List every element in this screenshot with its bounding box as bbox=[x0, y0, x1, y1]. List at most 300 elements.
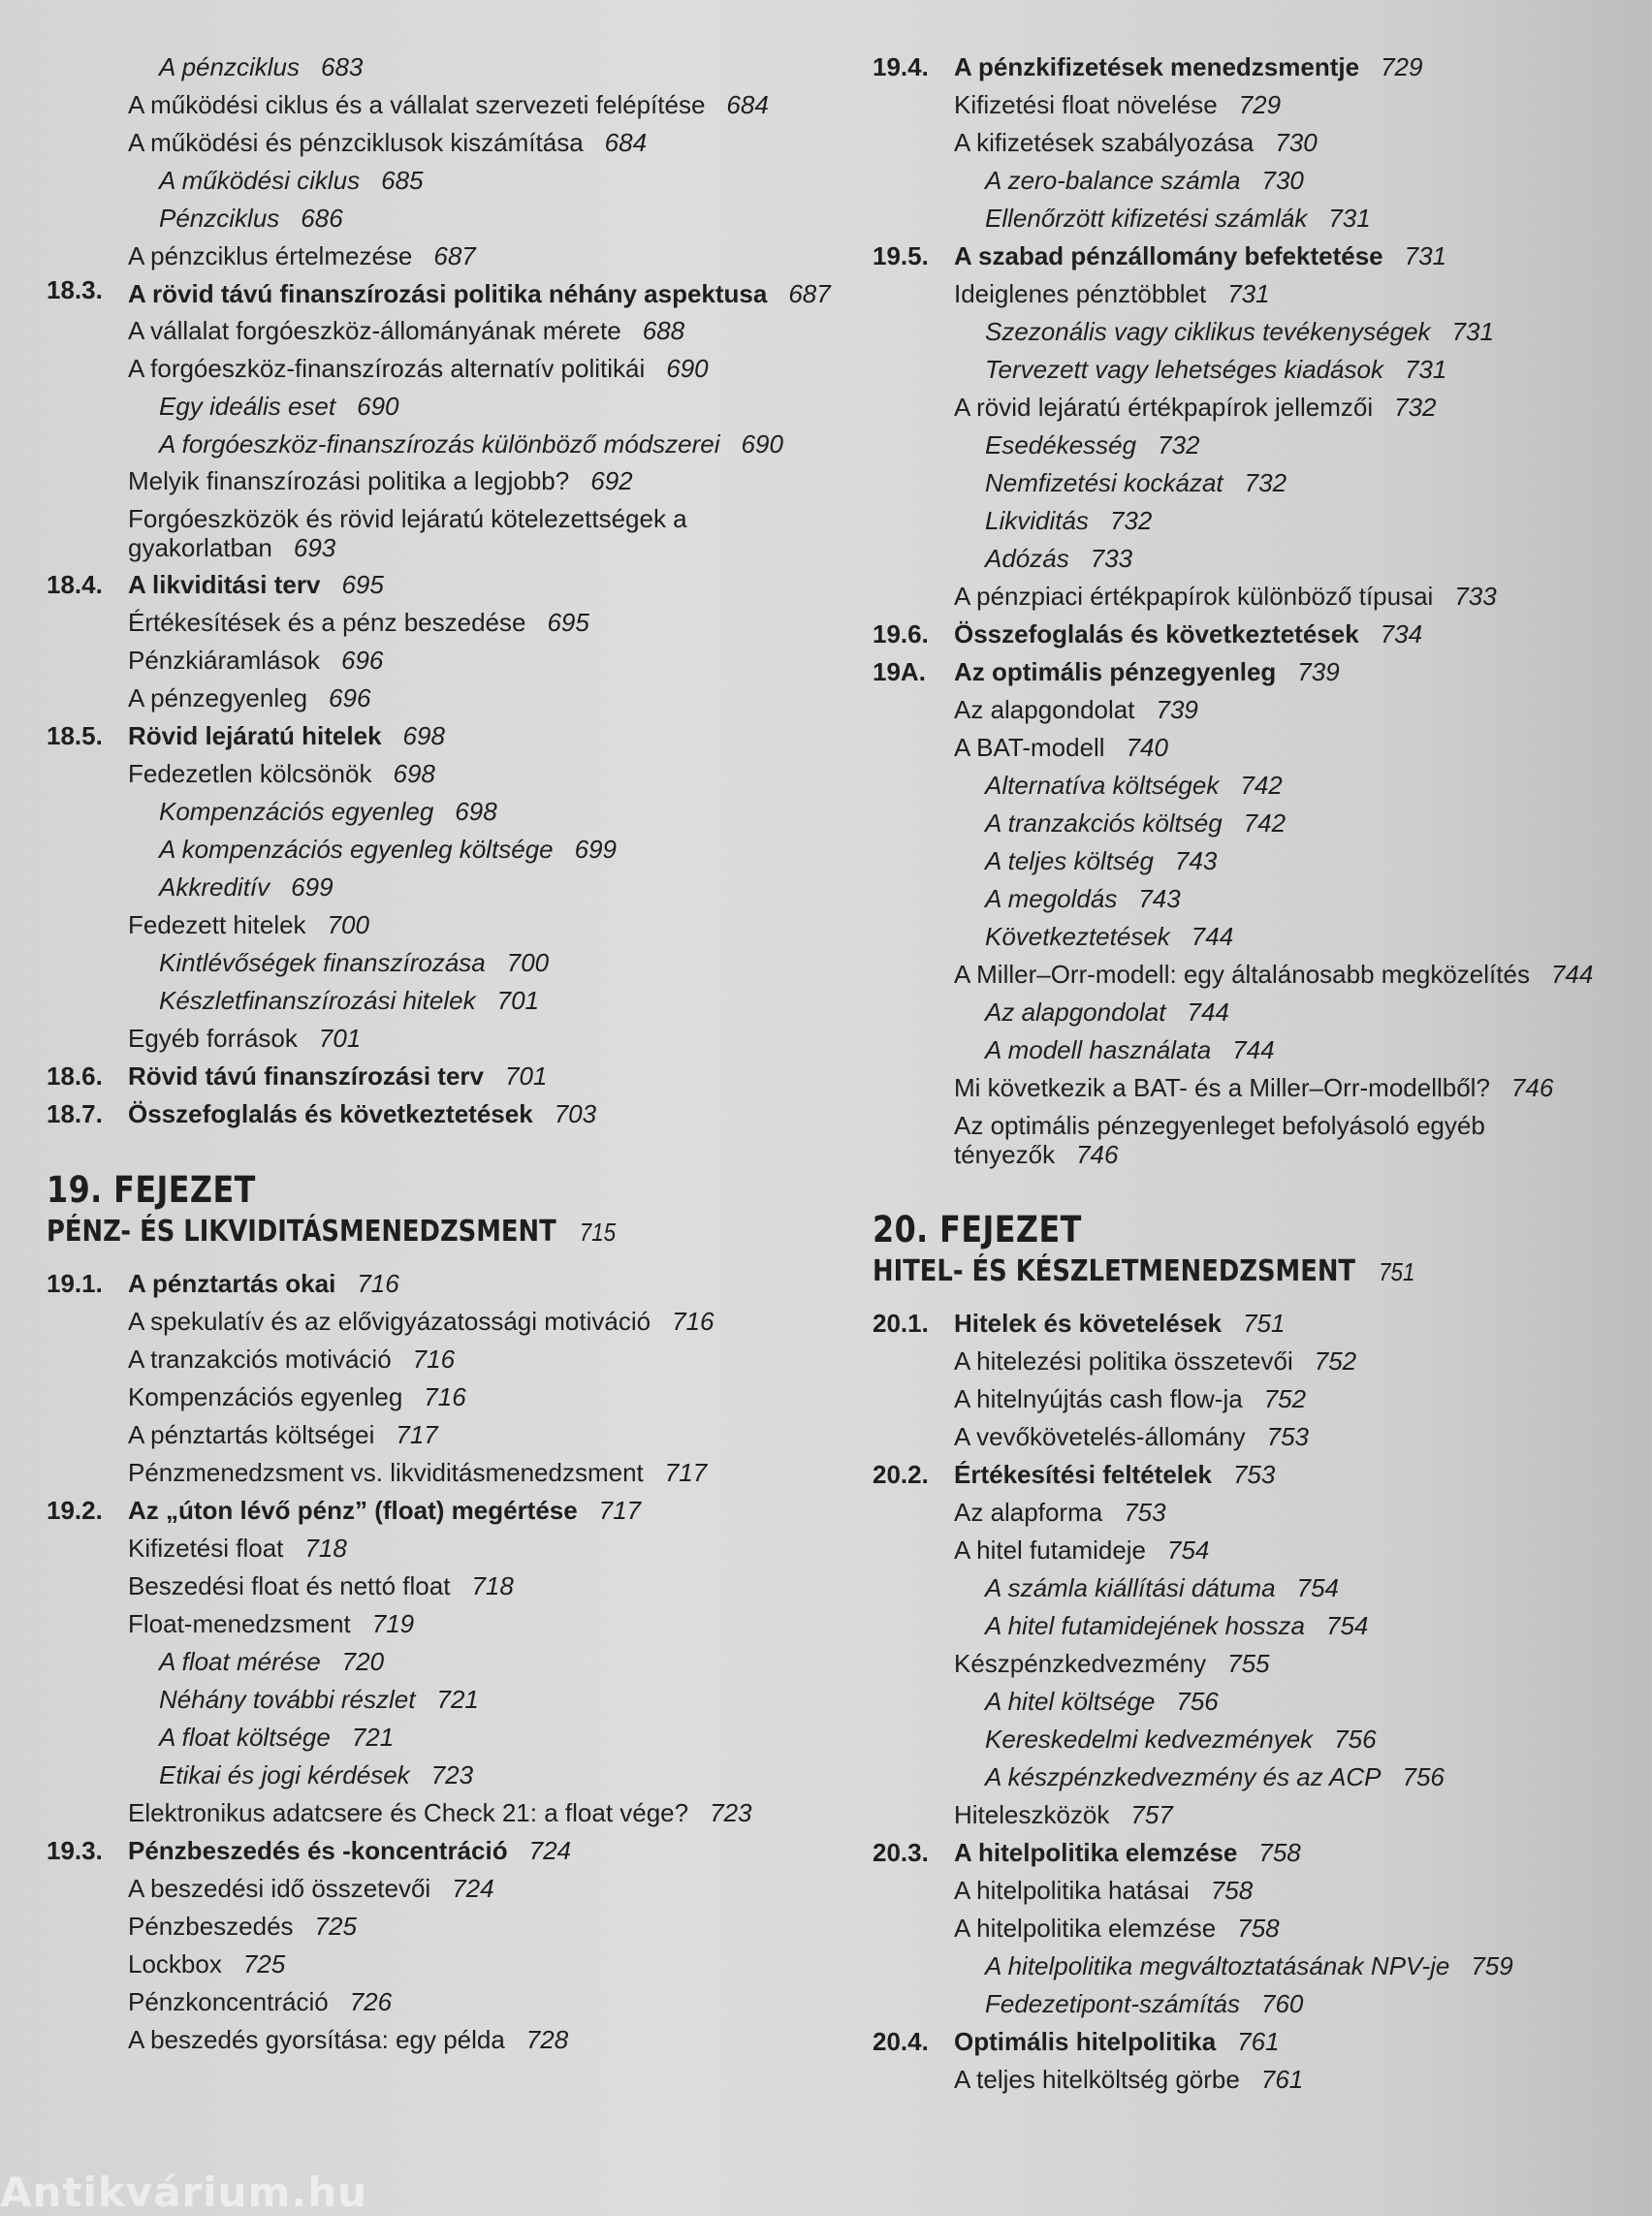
toc-entry-subsub bbox=[47, 869, 842, 906]
toc-entry-sub bbox=[47, 2021, 842, 2059]
entry-title: A vevőkövetelés-állomány bbox=[954, 1422, 1246, 1451]
page-number: 753 bbox=[1124, 1498, 1166, 1527]
toc-entry-section bbox=[47, 275, 842, 312]
chapter-page-number: 715 bbox=[579, 1218, 617, 1247]
page-number: 685 bbox=[381, 166, 424, 195]
toc-entry-subsub bbox=[47, 1681, 842, 1719]
page-number: 744 bbox=[1550, 960, 1594, 989]
entry-title: A zero-balance számla bbox=[985, 166, 1241, 195]
toc-entry-sub bbox=[47, 350, 842, 388]
toc-entry-sub bbox=[47, 124, 842, 162]
entry-title: A vállalat forgóeszköz-állományának mérete bbox=[128, 316, 621, 345]
toc-entry-subsub bbox=[873, 880, 1638, 918]
toc-entry-sub bbox=[47, 755, 842, 793]
page-number: 744 bbox=[1187, 997, 1229, 1027]
entry-title: Hitelek és követelések bbox=[954, 1309, 1223, 1338]
page-number: 759 bbox=[1471, 1951, 1513, 1980]
page-number: 739 bbox=[1297, 657, 1340, 686]
toc-entry-sub bbox=[873, 1343, 1638, 1380]
toc-entry-subsub bbox=[47, 162, 842, 200]
page-number: 732 bbox=[1394, 393, 1437, 422]
page-number: 696 bbox=[329, 683, 371, 712]
page-number: 716 bbox=[672, 1307, 715, 1336]
toc-entry-subsub bbox=[873, 502, 1638, 540]
toc-entry-sub bbox=[873, 1107, 1638, 1173]
entry-title: A pénzciklus értelmezése bbox=[128, 241, 413, 270]
entry-title: Tervezett vagy lehetséges kiadások bbox=[985, 355, 1383, 384]
page-number: 721 bbox=[351, 1723, 395, 1752]
toc-entry-subsub bbox=[873, 200, 1638, 237]
entry-title: Az alapgondolat bbox=[985, 997, 1166, 1027]
page-number: 725 bbox=[314, 1912, 357, 1941]
chapter-label: 20. FEJEZET bbox=[873, 1209, 1082, 1250]
toc-entry-section bbox=[873, 237, 1638, 275]
page-number: 743 bbox=[1138, 884, 1181, 913]
entry-title: Akkreditív bbox=[159, 872, 270, 902]
section-number: 20.3. bbox=[873, 1838, 929, 1867]
entry-title: A hitel futamidejének hossza bbox=[985, 1611, 1306, 1640]
entry-title: Pénzciklus bbox=[159, 204, 280, 233]
toc-entry-subsub bbox=[873, 1569, 1638, 1607]
entry-title: A működési ciklus bbox=[159, 166, 361, 195]
entry-title: Pénzkoncentráció bbox=[128, 1987, 329, 2016]
entry-title: Kintlévőségek finanszírozása bbox=[159, 948, 486, 977]
page-number: 728 bbox=[525, 2025, 569, 2054]
page-number: 701 bbox=[496, 986, 539, 1015]
section-number: 19.1. bbox=[47, 1269, 103, 1298]
entry-title: Kifizetési float bbox=[128, 1534, 284, 1563]
section-number: 18.7. bbox=[47, 1099, 103, 1128]
toc-entry-subsub bbox=[47, 1643, 842, 1681]
page-number: 686 bbox=[301, 204, 343, 233]
page-number: 698 bbox=[455, 797, 497, 826]
entry-title: Az optimális pénzegyenleget befolyásoló egyéb tényezők bbox=[954, 1111, 1485, 1169]
entry-title: Néhány további részlet bbox=[159, 1685, 416, 1714]
entry-title: A működési ciklus és a vállalat szervezeti felépítése bbox=[128, 90, 706, 119]
toc-list-left bbox=[47, 48, 842, 1133]
section-number: 19.2. bbox=[47, 1496, 103, 1525]
page-number: 758 bbox=[1210, 1876, 1254, 1905]
entry-title: A Miller–Orr-modell: egy általánosabb megközelítés bbox=[954, 960, 1530, 989]
toc-entry-subsub bbox=[873, 1758, 1638, 1796]
page-number: 739 bbox=[1156, 695, 1198, 724]
toc-entry-sub bbox=[47, 237, 842, 275]
entry-title: Float-menedzsment bbox=[128, 1609, 351, 1638]
entry-title: Optimális hitelpolitika bbox=[954, 2027, 1217, 2056]
page-number: 698 bbox=[393, 759, 435, 788]
entry-title: Nemfizetési kockázat bbox=[985, 468, 1223, 497]
toc-entry-sub bbox=[47, 680, 842, 717]
toc-entry-sub bbox=[873, 1532, 1638, 1569]
section-number: 18.5. bbox=[47, 721, 103, 750]
watermark-text: Antikvárium.hu bbox=[0, 2169, 368, 2216]
page-number: 753 bbox=[1232, 1460, 1276, 1489]
entry-title: A hitelpolitika elemzése bbox=[954, 1838, 1238, 1867]
page-number: 700 bbox=[327, 910, 369, 939]
page-number: 740 bbox=[1126, 733, 1168, 762]
entry-title: A rövid lejáratú értékpapírok jellemzői bbox=[954, 393, 1374, 422]
toc-entry-sub bbox=[47, 1416, 842, 1454]
section-number: 19.6. bbox=[873, 619, 929, 649]
page-number: 690 bbox=[357, 392, 399, 421]
entry-title: Forgóeszközök és rövid lejáratú kötelezettségek a gyakorlatban bbox=[128, 504, 687, 562]
toc-entry-subsub bbox=[873, 767, 1638, 805]
toc-entry-sub bbox=[47, 1454, 842, 1492]
page-number: 754 bbox=[1167, 1535, 1210, 1565]
entry-title: A pénzciklus bbox=[159, 52, 300, 81]
entry-title: Likviditás bbox=[985, 506, 1089, 535]
page-number: 761 bbox=[1237, 2027, 1280, 2056]
toc-entry-sub bbox=[873, 1380, 1638, 1418]
page-number: 720 bbox=[341, 1647, 385, 1676]
toc-entry-sub bbox=[873, 1418, 1638, 1456]
chapter-label: 19. FEJEZET bbox=[47, 1169, 256, 1211]
toc-entry-sub bbox=[873, 1069, 1638, 1107]
page-number: 719 bbox=[371, 1609, 415, 1638]
entry-title: Következtetések bbox=[985, 922, 1170, 951]
toc-entry-subsub bbox=[873, 1031, 1638, 1069]
entry-title: Pénzbeszedés bbox=[128, 1912, 294, 1941]
page-number: 731 bbox=[1227, 279, 1270, 308]
toc-entry-section bbox=[47, 1265, 842, 1303]
entry-title: Az optimális pénzegyenleg bbox=[954, 657, 1277, 686]
page-number: 757 bbox=[1130, 1800, 1173, 1829]
entry-title: Mi következik a BAT- és a Miller–Orr-modellből? bbox=[954, 1073, 1490, 1102]
toc-entry-sub bbox=[873, 1910, 1638, 1947]
toc-entry-sub bbox=[873, 1645, 1638, 1683]
page-number: 746 bbox=[1510, 1073, 1554, 1102]
page-number: 716 bbox=[412, 1345, 456, 1374]
page-number: 695 bbox=[547, 608, 589, 637]
toc-entry-section bbox=[47, 1058, 842, 1095]
page-number: 751 bbox=[1243, 1309, 1286, 1338]
page-number: 725 bbox=[242, 1949, 286, 1979]
section-number: 20.2. bbox=[873, 1460, 929, 1489]
section-number: 19.3. bbox=[47, 1836, 103, 1865]
page-number: 756 bbox=[1334, 1725, 1377, 1754]
page-number: 734 bbox=[1380, 619, 1423, 649]
entry-title: A hitelpolitika megváltoztatásának NPV-je bbox=[985, 1951, 1450, 1980]
toc-column-right bbox=[873, 48, 1638, 2099]
page-number: 701 bbox=[504, 1061, 548, 1091]
toc-entry-subsub bbox=[873, 1985, 1638, 2023]
toc-entry-section bbox=[873, 2023, 1638, 2061]
page-number: 756 bbox=[1402, 1762, 1445, 1791]
page-number: 717 bbox=[598, 1496, 642, 1525]
chapter-title-text: HITEL- ÉS KÉSZLETMENEDZSMENT bbox=[873, 1254, 1356, 1288]
page-number: 693 bbox=[293, 533, 336, 562]
page-number: 754 bbox=[1296, 1573, 1339, 1602]
toc-list-right bbox=[873, 48, 1638, 1173]
entry-title: Fedezetipont-számítás bbox=[985, 1989, 1241, 2018]
page-number: 721 bbox=[436, 1685, 479, 1714]
entry-title: Kompenzációs egyenleg bbox=[128, 1382, 403, 1411]
page-number: 733 bbox=[1090, 544, 1133, 573]
page-number: 729 bbox=[1381, 52, 1423, 81]
toc-entry-sub bbox=[873, 124, 1638, 162]
entry-title: A kompenzációs egyenleg költsége bbox=[159, 835, 554, 864]
page-number: 733 bbox=[1454, 582, 1497, 611]
entry-title: A hitelnyújtás cash flow-ja bbox=[954, 1384, 1243, 1413]
page-number: 716 bbox=[424, 1382, 466, 1411]
toc-entry-sub bbox=[873, 691, 1638, 729]
page-number: 690 bbox=[741, 429, 783, 459]
page-number: 731 bbox=[1404, 241, 1447, 270]
page-number: 699 bbox=[291, 872, 334, 902]
toc-entry-sub bbox=[873, 1494, 1638, 1532]
entry-title: A beszedési idő összetevői bbox=[128, 1874, 431, 1903]
toc-entry-sub bbox=[47, 1378, 842, 1416]
entry-title: A működési és pénzciklusok kiszámítása bbox=[128, 128, 584, 157]
entry-title: A pénztartás okai bbox=[128, 1269, 336, 1298]
entry-title: A BAT-modell bbox=[954, 733, 1105, 762]
entry-title: Értékesítési feltételek bbox=[954, 1460, 1212, 1489]
page-number: 730 bbox=[1261, 166, 1304, 195]
entry-title: A kifizetések szabályozása bbox=[954, 128, 1255, 157]
toc-column-left bbox=[47, 48, 842, 2059]
page-number: 758 bbox=[1258, 1838, 1301, 1867]
toc-entry-subsub bbox=[873, 918, 1638, 956]
entry-title: A számla kiállítási dátuma bbox=[985, 1573, 1276, 1602]
toc-entry-subsub bbox=[47, 982, 842, 1020]
section-number: 20.4. bbox=[873, 2027, 929, 2056]
page-number: 687 bbox=[788, 279, 831, 308]
chapter-heading-19 bbox=[47, 1168, 842, 1251]
page-number: 742 bbox=[1240, 771, 1283, 800]
entry-title: Kereskedelmi kedvezmények bbox=[985, 1725, 1314, 1754]
toc-entry-sub bbox=[47, 1341, 842, 1378]
page-number: 732 bbox=[1158, 430, 1200, 459]
entry-title: Összefoglalás és következtetések bbox=[128, 1099, 533, 1128]
page-number: 726 bbox=[349, 1987, 393, 2016]
toc-entry-section bbox=[47, 566, 842, 604]
toc-entry-subsub bbox=[873, 994, 1638, 1031]
toc-entry-sub bbox=[47, 462, 842, 500]
toc-entry-sub bbox=[873, 2061, 1638, 2099]
entry-title: Elektronikus adatcsere és Check 21: a float vége? bbox=[128, 1798, 689, 1827]
toc-list-chapter-19 bbox=[47, 1265, 842, 2059]
page-number: 760 bbox=[1261, 1989, 1304, 2018]
entry-title: Adózás bbox=[985, 544, 1069, 573]
toc-entry-sub bbox=[47, 1605, 842, 1643]
page-number: 732 bbox=[1109, 506, 1153, 535]
page-number: 742 bbox=[1243, 808, 1287, 838]
page-number: 690 bbox=[666, 354, 709, 383]
toc-entry-section bbox=[873, 1834, 1638, 1872]
toc-entry-sub bbox=[47, 500, 842, 566]
toc-entry-sub bbox=[47, 1870, 842, 1908]
chapter-title bbox=[873, 1252, 1531, 1291]
page-number: 695 bbox=[341, 570, 384, 599]
toc-entry-subsub bbox=[47, 388, 842, 426]
toc-entry-sub bbox=[47, 1908, 842, 1946]
toc-entry-subsub bbox=[873, 313, 1638, 351]
section-number: 19.5. bbox=[873, 241, 929, 270]
entry-title: A pénzkifizetések menedzsmentje bbox=[954, 52, 1360, 81]
page-number: 724 bbox=[452, 1874, 494, 1903]
entry-title: Kifizetési float növelése bbox=[954, 90, 1218, 119]
page-number: 744 bbox=[1191, 922, 1234, 951]
page-number: 752 bbox=[1314, 1346, 1357, 1376]
toc-entry-sub bbox=[47, 1983, 842, 2021]
page-number: 688 bbox=[642, 316, 685, 345]
page-number: 731 bbox=[1328, 204, 1371, 233]
entry-title: Készletfinanszírozási hitelek bbox=[159, 986, 476, 1015]
page-number: 743 bbox=[1174, 846, 1218, 875]
toc-entry-subsub bbox=[873, 162, 1638, 200]
page-number: 684 bbox=[726, 90, 769, 119]
page-number: 696 bbox=[340, 646, 384, 675]
entry-title: A hitelpolitika hatásai bbox=[954, 1876, 1190, 1905]
entry-title: Készpénzkedvezmény bbox=[954, 1649, 1207, 1678]
toc-entry-sub bbox=[873, 1872, 1638, 1910]
toc-entry-subsub bbox=[47, 944, 842, 982]
toc-entry-subsub bbox=[873, 540, 1638, 578]
toc-entry-subsub bbox=[47, 200, 842, 237]
page-number: 723 bbox=[430, 1760, 474, 1789]
entry-title: A készpénzkedvezmény és az ACP bbox=[985, 1762, 1382, 1791]
section-number: 18.4. bbox=[47, 570, 103, 599]
page-number: 724 bbox=[528, 1836, 571, 1865]
section-number: 18.6. bbox=[47, 1061, 103, 1091]
page-number: 683 bbox=[321, 52, 364, 81]
entry-title: A hitelezési politika összetevői bbox=[954, 1346, 1293, 1376]
toc-entry-sub bbox=[873, 578, 1638, 616]
entry-title: Pénzbeszedés és -koncentráció bbox=[128, 1836, 508, 1865]
page-number: 717 bbox=[664, 1458, 708, 1487]
toc-entry-sub bbox=[47, 604, 842, 642]
toc-entry-subsub bbox=[873, 427, 1638, 464]
toc-entry-subsub bbox=[47, 426, 842, 462]
page-number: 701 bbox=[318, 1024, 362, 1053]
entry-title: Fedezetlen kölcsönök bbox=[128, 759, 372, 788]
entry-title: A pénzegyenleg bbox=[128, 683, 308, 712]
section-number: 19A. bbox=[873, 657, 926, 686]
entry-title: A megoldás bbox=[985, 884, 1118, 913]
section-number: 19.4. bbox=[873, 52, 929, 81]
page-number: 756 bbox=[1176, 1687, 1219, 1716]
entry-title: A hitel futamideje bbox=[954, 1535, 1147, 1565]
entry-title: Az „úton lévő pénz” (float) megértése bbox=[128, 1496, 578, 1525]
toc-entry-sub bbox=[47, 1794, 842, 1832]
page-number: 752 bbox=[1263, 1384, 1307, 1413]
entry-title: A beszedés gyorsítása: egy példa bbox=[128, 2025, 505, 2054]
toc-entry-subsub bbox=[47, 831, 842, 869]
toc-entry-subsub bbox=[873, 1607, 1638, 1645]
page-number: 744 bbox=[1232, 1035, 1275, 1064]
section-number: 20.1. bbox=[873, 1309, 929, 1338]
page-number: 723 bbox=[710, 1798, 752, 1827]
page-number: 698 bbox=[402, 721, 445, 750]
entry-title: Alternatíva költségek bbox=[985, 771, 1220, 800]
entry-title: A teljes hitelköltség görbe bbox=[954, 2065, 1240, 2094]
toc-entry-subsub bbox=[873, 805, 1638, 842]
toc-entry-subsub bbox=[873, 842, 1638, 880]
toc-entry-sub bbox=[873, 956, 1638, 994]
page-number: 718 bbox=[471, 1571, 514, 1600]
entry-title: Kompenzációs egyenleg bbox=[159, 797, 434, 826]
toc-entry-sub bbox=[47, 642, 842, 680]
entry-title: A modell használata bbox=[985, 1035, 1212, 1064]
page-number: 716 bbox=[357, 1269, 399, 1298]
page-number: 687 bbox=[433, 241, 476, 270]
entry-title: A likviditási terv bbox=[128, 570, 321, 599]
toc-entry-sub bbox=[47, 1946, 842, 1983]
page-number: 703 bbox=[554, 1099, 597, 1128]
toc-entry-section bbox=[47, 1492, 842, 1530]
entry-title: Pénzkiáramlások bbox=[128, 646, 320, 675]
entry-title: Egyéb források bbox=[128, 1024, 298, 1053]
page-number: 754 bbox=[1326, 1611, 1369, 1640]
page-number: 761 bbox=[1260, 2065, 1304, 2094]
toc-entry-subsub bbox=[47, 1719, 842, 1757]
entry-title: Esedékesség bbox=[985, 430, 1137, 459]
entry-title: Az alapforma bbox=[954, 1498, 1103, 1527]
entry-title: Rövid lejáratú hitelek bbox=[128, 721, 382, 750]
entry-title: Ideiglenes pénztöbblet bbox=[954, 279, 1207, 308]
toc-entry-section bbox=[873, 1456, 1638, 1494]
toc-entry-sub bbox=[47, 86, 842, 124]
toc-entry-subsub bbox=[873, 464, 1638, 502]
page-number: 732 bbox=[1244, 468, 1287, 497]
toc-entry-sub bbox=[873, 86, 1638, 124]
toc-entry-sub bbox=[47, 1530, 842, 1567]
entry-title: Etikai és jogi kérdések bbox=[159, 1760, 410, 1789]
chapter-page-number: 751 bbox=[1379, 1257, 1415, 1286]
entry-title: A teljes költség bbox=[985, 846, 1154, 875]
page-number: 700 bbox=[506, 948, 550, 977]
toc-entry-subsub bbox=[873, 1683, 1638, 1721]
entry-title: A rövid távú finanszírozási politika néhány aspektusa bbox=[128, 279, 768, 308]
toc-entry-subsub bbox=[873, 1721, 1638, 1758]
entry-title: Hiteleszközök bbox=[954, 1800, 1110, 1829]
entry-title: Lockbox bbox=[128, 1949, 222, 1979]
entry-title: A tranzakciós költség bbox=[985, 808, 1223, 838]
toc-entry-section bbox=[47, 717, 842, 755]
entry-title: A float költsége bbox=[159, 1723, 331, 1752]
chapter-title bbox=[47, 1213, 730, 1251]
entry-title: A float mérése bbox=[159, 1647, 321, 1676]
page-number: 746 bbox=[1076, 1140, 1119, 1169]
toc-list-chapter-20 bbox=[873, 1305, 1638, 2099]
toc-entry-section bbox=[47, 1095, 842, 1133]
toc-entry-section bbox=[873, 616, 1638, 653]
toc-entry-section bbox=[873, 653, 1638, 691]
entry-title: A hitelpolitika elemzése bbox=[954, 1914, 1217, 1943]
toc-entry-sub bbox=[873, 729, 1638, 767]
entry-title: A szabad pénzállomány befektetése bbox=[954, 241, 1383, 270]
toc-entry-section bbox=[873, 1305, 1638, 1343]
entry-title: Melyik finanszírozási politika a legjobb? bbox=[128, 466, 570, 495]
entry-title: A pénzpiaci értékpapírok különböző típusai bbox=[954, 582, 1434, 611]
entry-title: A tranzakciós motiváció bbox=[128, 1345, 392, 1374]
entry-title: Rövid távú finanszírozási terv bbox=[128, 1061, 484, 1091]
toc-entry-sub bbox=[47, 312, 842, 350]
toc-entry-sub bbox=[47, 1303, 842, 1341]
toc-entry-section bbox=[873, 48, 1638, 86]
page-number: 731 bbox=[1404, 355, 1447, 384]
toc-entry-sub bbox=[873, 389, 1638, 427]
section-number: 18.3. bbox=[47, 275, 103, 304]
page-number: 758 bbox=[1237, 1914, 1280, 1943]
toc-entry-subsub bbox=[873, 1947, 1638, 1985]
toc-entry-subsub bbox=[47, 793, 842, 831]
entry-title: Szezonális vagy ciklikus tevékenységek bbox=[985, 317, 1431, 346]
page-number: 755 bbox=[1227, 1649, 1270, 1678]
entry-title: A spekulatív és az elővigyázatossági motiváció bbox=[128, 1307, 651, 1336]
page-number: 717 bbox=[396, 1420, 438, 1449]
page-number: 718 bbox=[304, 1534, 347, 1563]
